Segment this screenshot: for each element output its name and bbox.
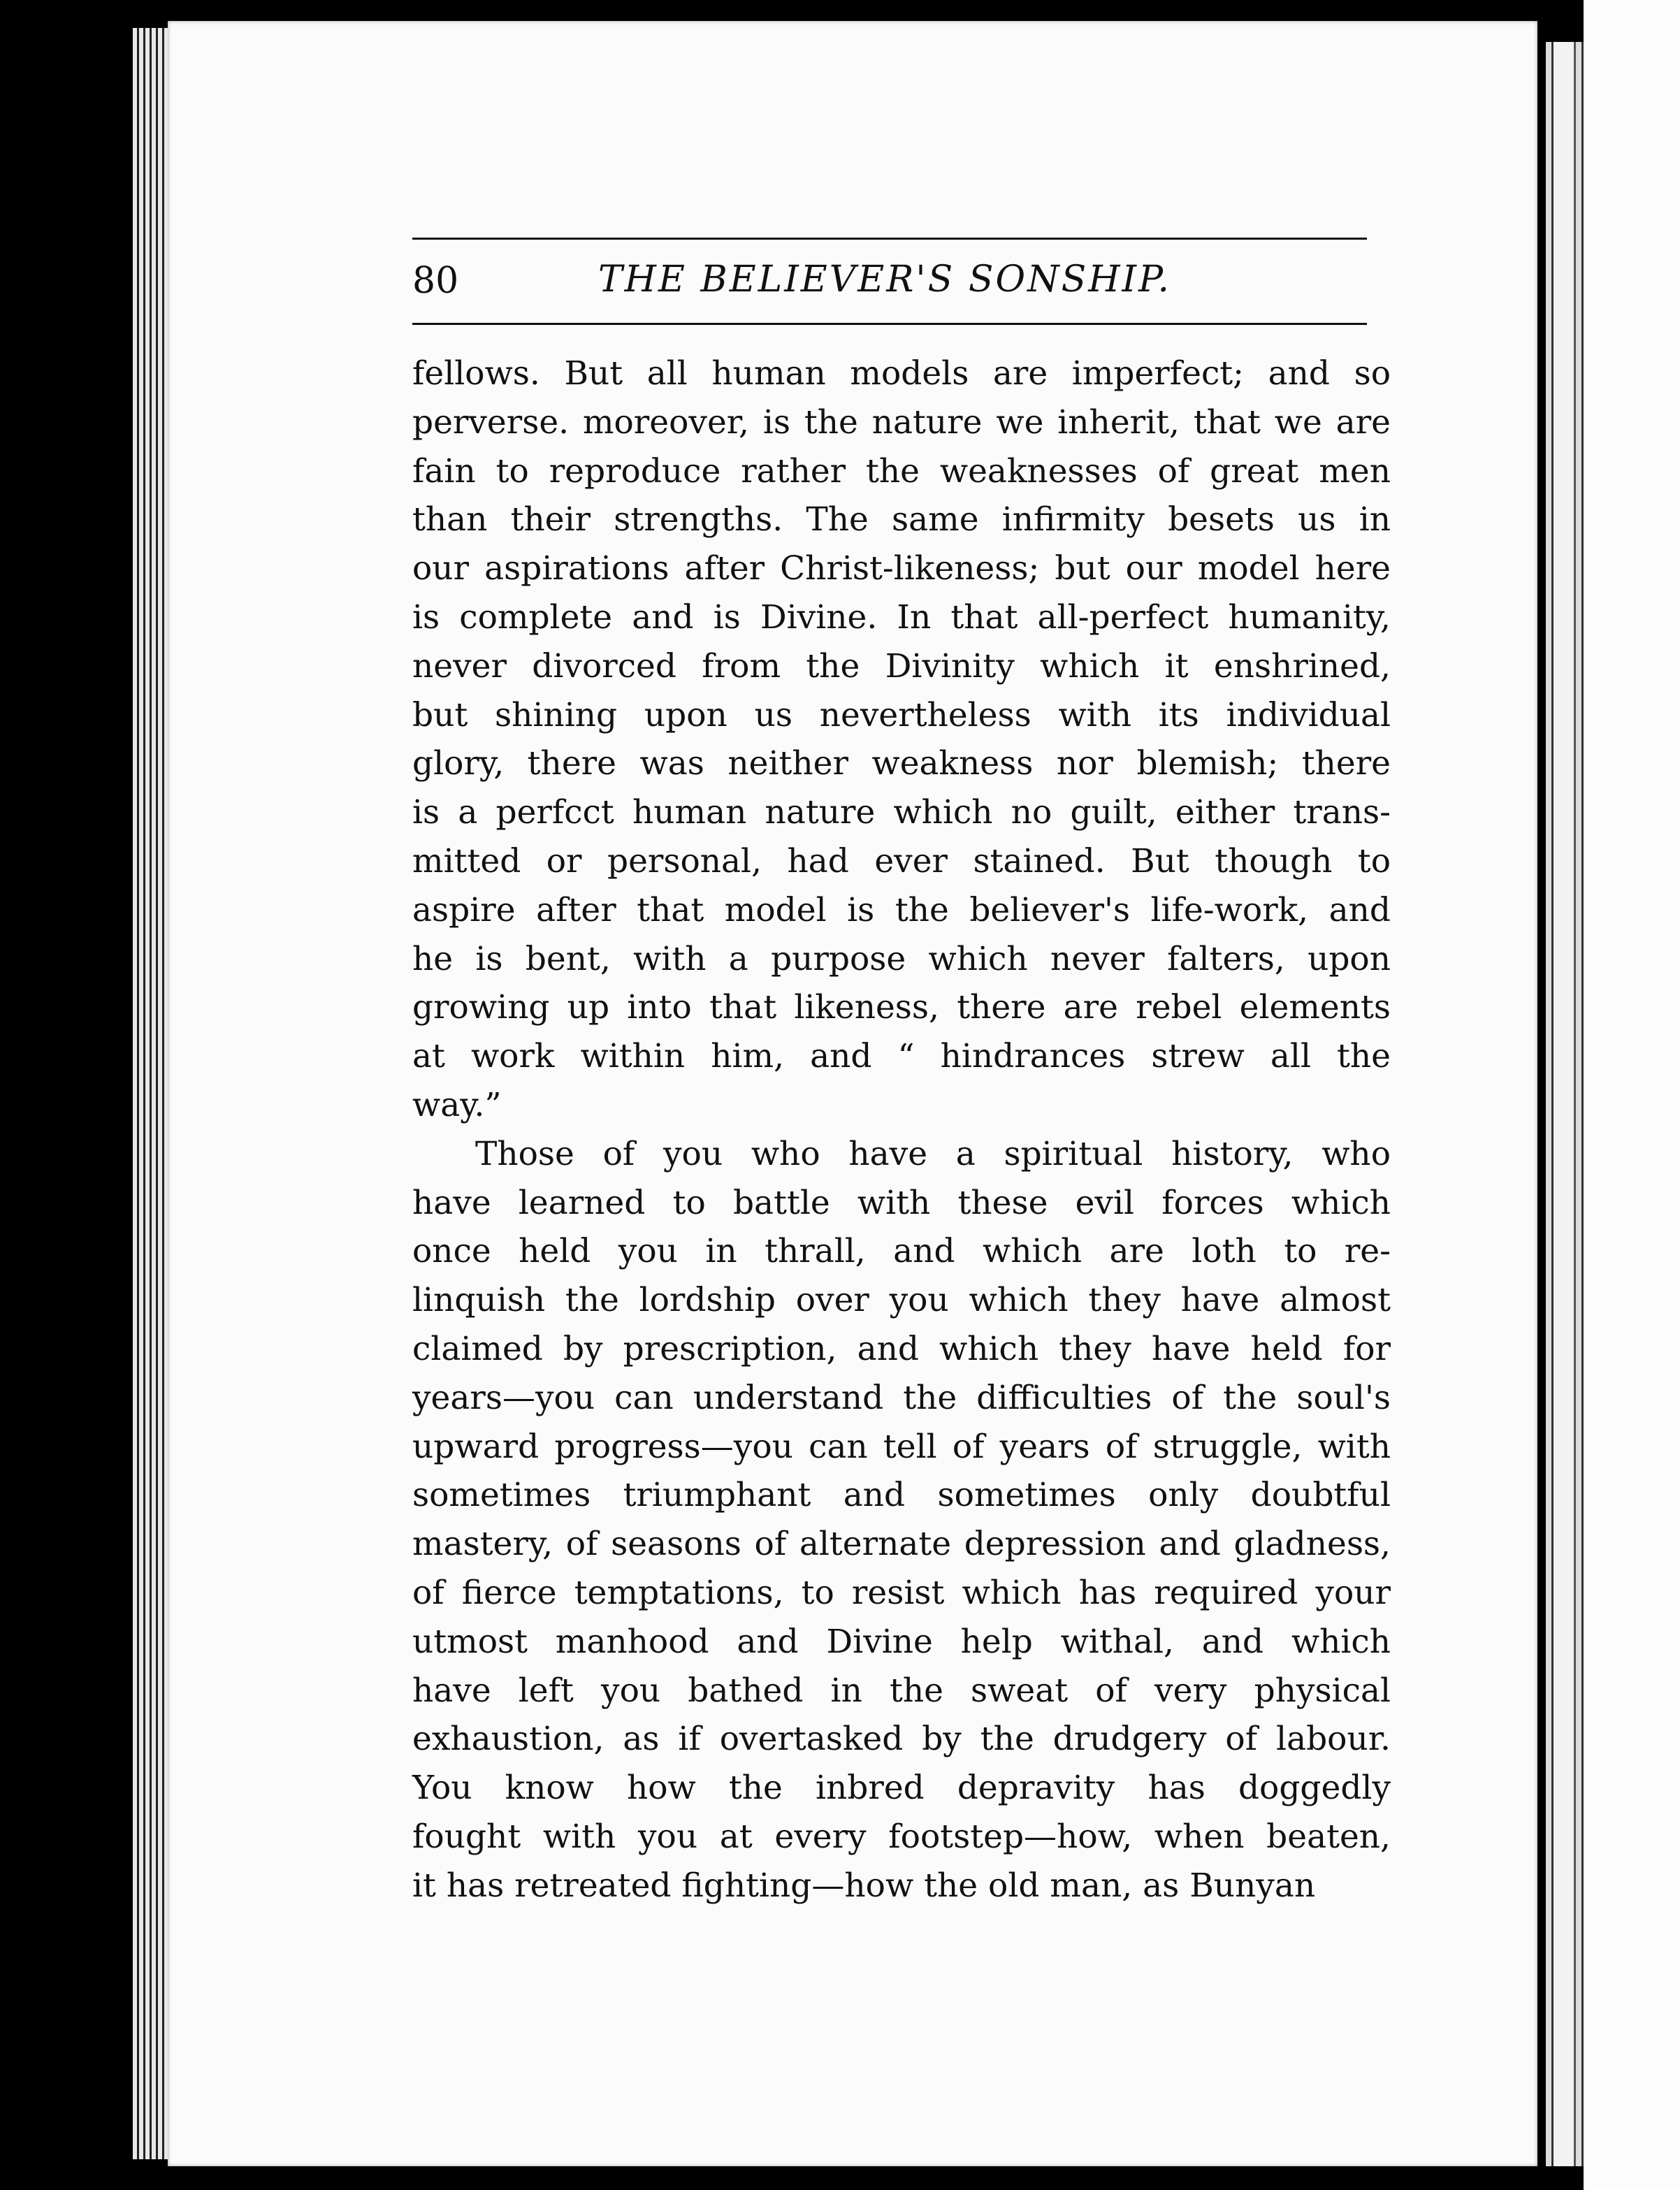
text-line: have learned to battle with these evil forces which bbox=[412, 1183, 1391, 1222]
text-line: growing up into that likeness, there are rebel elements bbox=[412, 988, 1391, 1027]
text-line: perverse. moreover, is the nature we inherit, that we are bbox=[412, 403, 1391, 442]
text-line: aspire after that model is the believer's life-work, and bbox=[412, 890, 1391, 929]
text-line: at work within him, and “ hindrances strew all the bbox=[412, 1037, 1391, 1076]
page-number: 80 bbox=[412, 260, 459, 302]
header-rule-top bbox=[412, 238, 1367, 240]
text-line: years—you can understand the difficulties of the soul's bbox=[412, 1378, 1391, 1417]
text-line: linquish the lordship over you which they have almost bbox=[412, 1281, 1391, 1320]
text-line: is complete and is Divine. In that all-perfect humanity, bbox=[412, 597, 1391, 637]
text-line: have left you bathed in the sweat of very physical bbox=[412, 1671, 1391, 1710]
text-line: utmost manhood and Divine help withal, and which bbox=[412, 1622, 1391, 1661]
text-line: our aspirations after Christ-likeness; but our model here bbox=[412, 549, 1391, 588]
page-header bbox=[412, 257, 1367, 313]
text-line: fellows. But all human models are imperfect; and so bbox=[412, 354, 1391, 393]
text-line: once held you in thrall, and which are loth to re- bbox=[412, 1232, 1391, 1271]
facing-page-edge bbox=[1584, 0, 1680, 2190]
text-line: but shining upon us nevertheless with its individual bbox=[412, 695, 1391, 734]
running-title: THE BELIEVER'S SONSHIP. bbox=[598, 259, 1172, 300]
text-line: of fierce temptations, to resist which has required your bbox=[412, 1573, 1391, 1612]
text-line: claimed by prescription, and which they have held for bbox=[412, 1329, 1391, 1368]
text-line: than their strengths. The same infirmity besets us in bbox=[412, 500, 1391, 539]
text-line: sometimes triumphant and sometimes only doubtful bbox=[412, 1476, 1391, 1515]
text-line: glory, there was neither weakness nor blemish; there bbox=[412, 744, 1391, 783]
text-line: upward progress—you can tell of years of struggle, with bbox=[412, 1427, 1391, 1466]
text-line: never divorced from the Divinity which it enshrined, bbox=[412, 646, 1391, 686]
text-line: Those of you who have a spiritual history, who bbox=[475, 1134, 1391, 1173]
text-line: You know how the inbred depravity has doggedly bbox=[412, 1769, 1391, 1808]
body-text bbox=[412, 349, 1391, 1910]
text-line: is a perfcct human nature which no guilt, either trans- bbox=[412, 793, 1391, 832]
paragraph bbox=[412, 349, 1391, 1130]
text-line: it has retreated fighting—how the old man, as Bunyan bbox=[412, 1866, 1316, 1905]
binding-strip bbox=[1546, 42, 1584, 2166]
header-rule-bottom bbox=[412, 323, 1367, 325]
text-line: exhaustion, as if overtasked by the drudgery of labour. bbox=[412, 1720, 1391, 1759]
text-line: fought with you at every footstep—how, when beaten, bbox=[412, 1817, 1391, 1856]
text-line: he is bent, with a purpose which never falters, upon bbox=[412, 939, 1391, 978]
text-line: fain to reproduce rather the weaknesses of great men bbox=[412, 451, 1391, 491]
text-line: way.” bbox=[412, 1085, 502, 1124]
text-line: mitted or personal, had ever stained. But though to bbox=[412, 841, 1391, 880]
paragraph bbox=[412, 1130, 1391, 1910]
text-line: mastery, of seasons of alternate depression and gladness, bbox=[412, 1525, 1391, 1564]
